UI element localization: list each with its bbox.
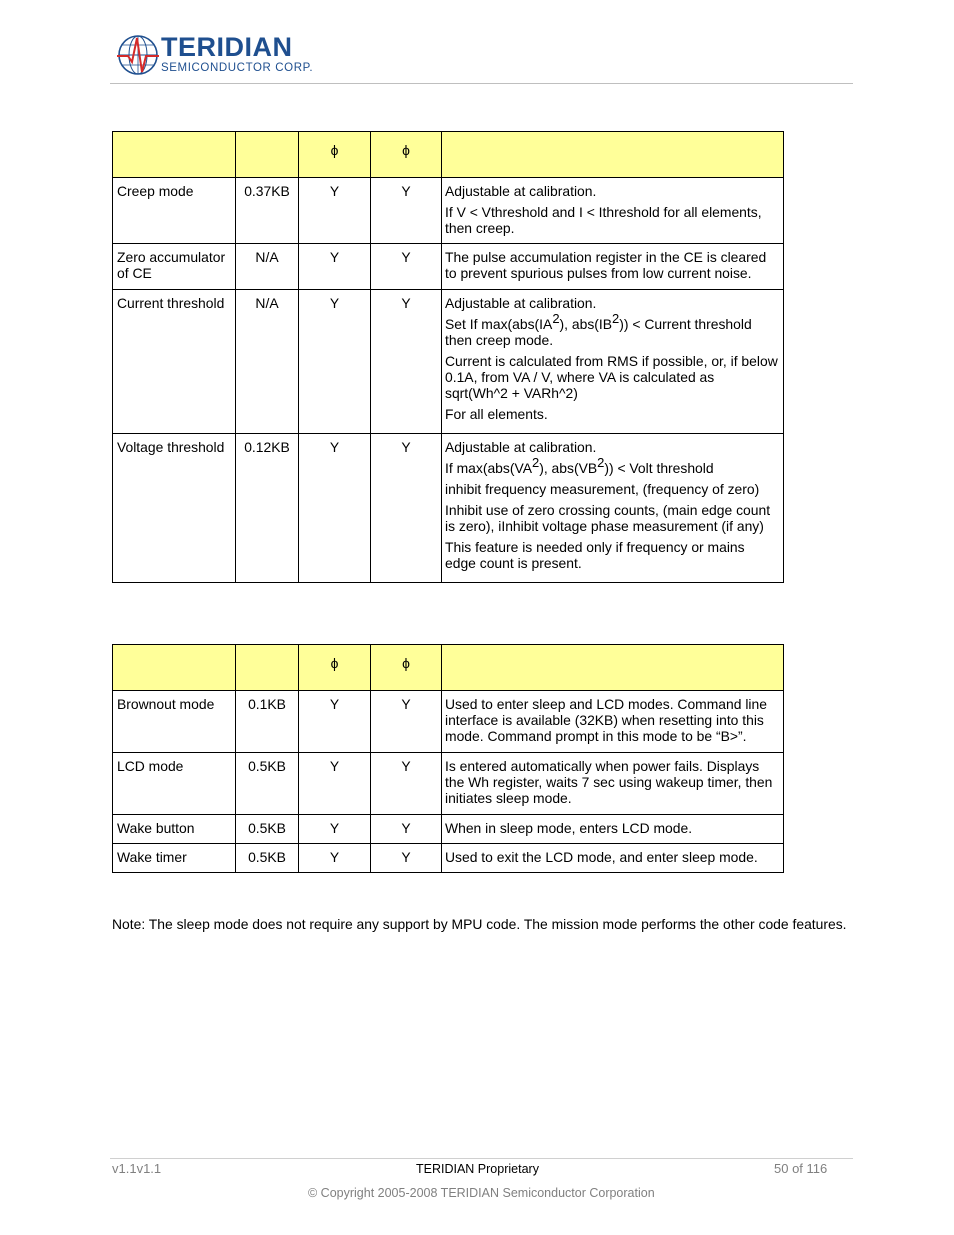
description-line: [445, 311, 779, 348]
feature-flag: Y: [299, 691, 371, 753]
description-line: Used to enter sleep and LCD modes. Command line interface is available (32KB) when resetting into this mode. Command prompt in this mode to be “B>”.: [445, 696, 767, 744]
logo-wordmark: TERIDIAN: [161, 32, 293, 62]
feature-flag: Y: [371, 244, 442, 290]
formula-text: )) < Current threshold then creep mode.: [445, 316, 752, 348]
table-row: [113, 244, 784, 290]
feature-flag: Y: [371, 434, 442, 583]
table-header-row: [113, 132, 784, 178]
formula-text: )) < Volt threshold: [604, 460, 714, 476]
table-row: [113, 434, 784, 583]
table-row: [113, 815, 784, 844]
description-line: Current is calculated from RMS if possible, or, if below 0.1A, from VA / V, where VA is calculated as sqrt(Wh^2 + VARh^2): [445, 353, 778, 401]
feature-table-1: [112, 131, 784, 583]
header-cell: [442, 132, 784, 178]
header-cell-phi: ϕ: [299, 132, 371, 178]
superscript: 2: [597, 455, 605, 470]
feature-name: Creep mode: [113, 178, 236, 244]
feature-flag: Y: [299, 844, 371, 873]
header-cell: [113, 132, 236, 178]
table-row: [113, 844, 784, 873]
feature-flag: Y: [299, 178, 371, 244]
header-divider: [110, 83, 853, 84]
feature-flag: Y: [371, 290, 442, 434]
feature-description: [442, 753, 784, 815]
table-row: [113, 290, 784, 434]
feature-description: [442, 844, 784, 873]
description-line: inhibit frequency measurement, (frequency of zero): [445, 481, 760, 497]
table-row: [113, 753, 784, 815]
feature-flag: Y: [299, 290, 371, 434]
feature-description: [442, 290, 784, 434]
footer-divider: [110, 1158, 853, 1159]
feature-name: Zero accumulator of CE: [113, 244, 236, 290]
feature-description: [442, 815, 784, 844]
footer-copyright: © Copyright 2005-2008 TERIDIAN Semiconductor Corporation: [308, 1186, 655, 1200]
feature-name: LCD mode: [113, 753, 236, 815]
feature-description: [442, 434, 784, 583]
description-line: Used to exit the LCD mode, and enter sleep mode.: [445, 849, 758, 865]
footer-version: v1.1v1.1: [112, 1161, 162, 1176]
note-paragraph: Note: The sleep mode does not require any support by MPU code. The mission mode performs the other code features.: [112, 916, 847, 932]
header-cell-phi: ϕ: [371, 645, 442, 691]
formula-text: ), abs(VB: [539, 460, 598, 476]
feature-size: 0.12KB: [236, 434, 299, 583]
feature-name: Current threshold: [113, 290, 236, 434]
logo-subtitle: SEMICONDUCTOR CORP.: [161, 62, 314, 74]
description-line: [445, 455, 779, 476]
description-line: This feature is needed only if frequency or mains edge count is present.: [445, 539, 745, 571]
description-line: For all elements.: [445, 406, 548, 422]
footer-proprietary: TERIDIAN Proprietary: [416, 1162, 539, 1176]
feature-description: [442, 178, 784, 244]
feature-flag: Y: [371, 753, 442, 815]
description-line: Is entered automatically when power fails. Displays the Wh register, waits 7 sec using wakeup timer, then initiates sleep mode.: [445, 758, 773, 806]
feature-flag: Y: [299, 434, 371, 583]
description-line: When in sleep mode, enters LCD mode.: [445, 820, 693, 836]
description-line: Adjustable at calibration.: [445, 295, 597, 311]
description-line: The pulse accumulation register in the CE is cleared to prevent spurious pulses from low current noise.: [445, 249, 767, 281]
feature-size: 0.5KB: [236, 815, 299, 844]
feature-flag: Y: [299, 753, 371, 815]
formula-text: ), abs(IB: [559, 316, 613, 332]
description-line: Adjustable at calibration.: [445, 183, 597, 199]
description-line: Inhibit use of zero crossing counts, (main edge count is zero), iInhibit voltage phase measurement (if any): [445, 502, 771, 534]
feature-table-2: [112, 644, 784, 873]
description-line: Adjustable at calibration.: [445, 439, 597, 455]
superscript: 2: [531, 455, 540, 470]
formula-text: If max(abs(VA: [445, 460, 532, 476]
header-cell: [442, 645, 784, 691]
header-cell-phi: ϕ: [299, 645, 371, 691]
footer-page-number: 50 of 116: [774, 1161, 828, 1176]
logo-globe-icon: [116, 32, 160, 78]
description-line: If V < Vthreshold and I < Ithreshold for all elements, then creep.: [445, 204, 762, 236]
feature-description: [442, 244, 784, 290]
feature-description: [442, 691, 784, 753]
feature-size: 0.5KB: [236, 753, 299, 815]
feature-size: 0.5KB: [236, 844, 299, 873]
feature-flag: Y: [371, 178, 442, 244]
header-cell-phi: ϕ: [371, 132, 442, 178]
feature-name: Brownout mode: [113, 691, 236, 753]
header-cell: [113, 645, 236, 691]
feature-flag: Y: [371, 691, 442, 753]
feature-size: N/A: [236, 244, 299, 290]
feature-name: Voltage threshold: [113, 434, 236, 583]
table-row: [113, 691, 784, 753]
teridian-logo: [116, 30, 320, 80]
superscript: 2: [552, 311, 560, 326]
feature-size: 0.1KB: [236, 691, 299, 753]
feature-name: Wake button: [113, 815, 236, 844]
feature-name: Wake timer: [113, 844, 236, 873]
feature-flag: Y: [371, 815, 442, 844]
feature-size: N/A: [236, 290, 299, 434]
table-header-row: [113, 645, 784, 691]
superscript: 2: [612, 311, 620, 326]
feature-flag: Y: [371, 844, 442, 873]
header-cell: [236, 645, 299, 691]
feature-flag: Y: [299, 244, 371, 290]
table-row: [113, 178, 784, 244]
feature-flag: Y: [299, 815, 371, 844]
header-cell: [236, 132, 299, 178]
feature-size: 0.37KB: [236, 178, 299, 244]
formula-text: Set If max(abs(IA: [445, 316, 553, 332]
